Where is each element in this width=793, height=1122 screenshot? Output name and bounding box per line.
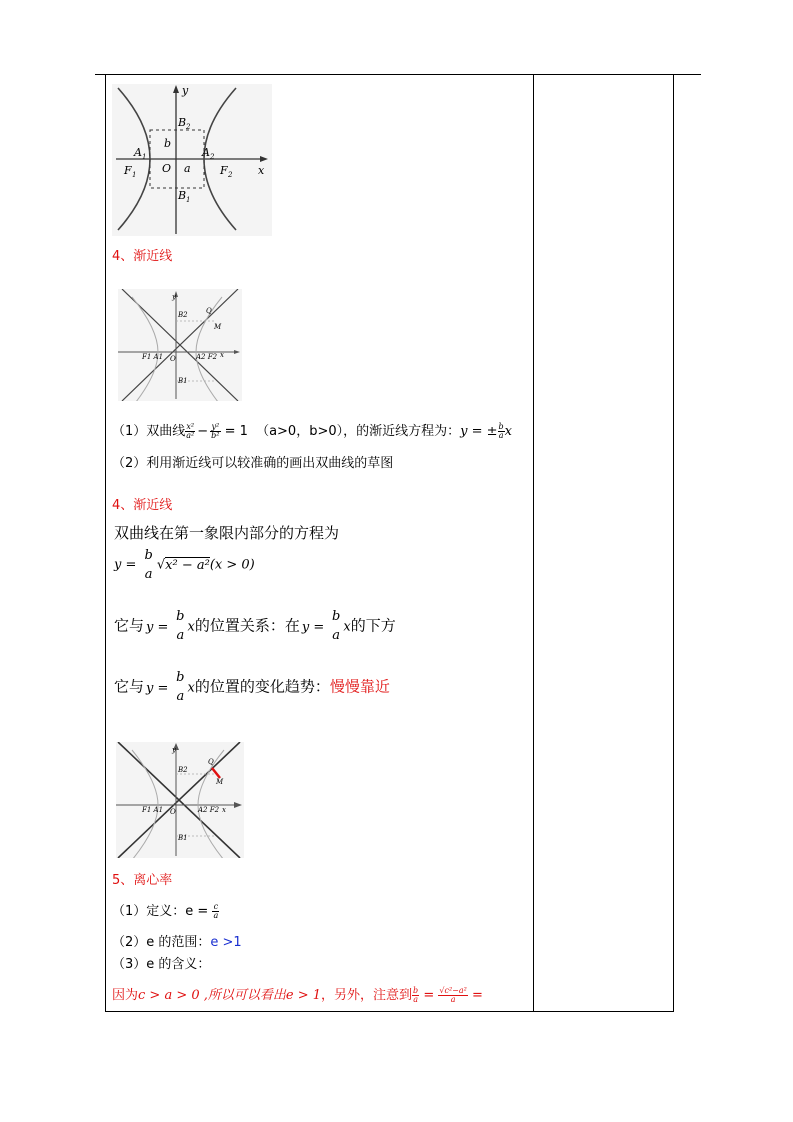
fig2-F1A1-label: F1 A1 — [142, 353, 164, 361]
fig3-A2F2-label: A2 F2 — [198, 806, 220, 814]
fig2-B2-label: B2 — [178, 311, 188, 319]
fig2-y-label: y — [172, 293, 176, 301]
item-2-sketch-note: （2）利用渐近线可以较准确的画出双曲线的草图 — [112, 456, 394, 471]
item-1-asymptote-equation — [112, 420, 512, 440]
ecc-range-prefix: （2）e 的范围： — [112, 935, 211, 950]
fig3-F1A1-label: F1 A1 — [142, 806, 164, 814]
rel-end: 的下方 — [350, 616, 396, 635]
rel-y-2: y = — [301, 619, 325, 635]
item1-frac-b-a: $\frac{b}{a}$ — [498, 422, 504, 440]
fig1-B2-sub: 2 — [186, 123, 191, 131]
fig1-y-label: y — [182, 84, 189, 97]
last-frac-sqrt: $\frac{\text{√c²−a²}}{a}$ — [439, 986, 467, 1004]
fig2-M-label: M — [214, 323, 222, 331]
fig2-O-label: O — [170, 355, 176, 363]
item1-prefix: （1）双曲线 — [112, 424, 186, 439]
fig3-Q-label: Q — [208, 758, 214, 766]
top-rule — [95, 74, 701, 75]
eq-y: y = — [114, 557, 137, 573]
fig1-B1-label: B — [178, 189, 187, 202]
fig3-y-label: y — [172, 746, 176, 754]
item1-x: x — [504, 424, 512, 439]
section-heading-asymptote-1: 4、渐近线 — [112, 249, 173, 264]
fig3-x-label: x — [222, 806, 226, 814]
fig2-B1-label: B1 — [178, 377, 188, 385]
fig1-B2-label: B — [178, 116, 187, 129]
ecc-range — [112, 931, 242, 950]
trend-value: 慢慢靠近 — [329, 677, 390, 696]
fig3-M-label: M — [216, 778, 224, 786]
item1-minus: − — [197, 424, 209, 439]
item1-conditions: （a>0，b>0），的渐近线方程为： — [256, 424, 461, 439]
item1-y-pm: y = ± — [460, 424, 498, 439]
fig1-B1-sub: 1 — [186, 196, 191, 204]
ecc-meaning: （3）e 的含义： — [112, 957, 211, 972]
last-prefix: 因为 — [112, 988, 139, 1003]
fig1-A1-label: A — [134, 146, 142, 159]
position-relation-line — [114, 610, 396, 642]
fig1-b-label: b — [164, 137, 172, 150]
trend-frac-b-a: b a — [176, 670, 185, 704]
fig1-O-label: O — [162, 162, 172, 175]
hyperbola-asymptote-figure-3 — [116, 742, 244, 858]
ecc-range-value: e >1 — [210, 935, 242, 950]
fig1-A1-sub: 1 — [142, 153, 147, 161]
first-quadrant-text: 双曲线在第一象限内部分的方程为 — [114, 524, 340, 542]
trend-prefix: 它与 — [114, 677, 145, 696]
fig3-O-label: O — [170, 808, 176, 816]
table-left-border — [105, 75, 106, 1011]
fig1-F2-sub: 2 — [228, 171, 233, 179]
last-end: = — [471, 988, 483, 1003]
table-right-border — [673, 75, 674, 1011]
ecc-definition — [112, 900, 219, 920]
item1-eq1: = 1 — [224, 424, 248, 439]
eq-sqrt-sign: √ — [156, 557, 166, 573]
fig1-a-label: a — [184, 162, 191, 175]
rel-y: y = — [146, 619, 169, 635]
trend-x: x — [187, 680, 195, 696]
section-heading-eccentricity: 5、离心率 — [112, 873, 173, 888]
fig2-A2F2-label: A2 F2 — [196, 353, 218, 361]
fig2-x-label: x — [220, 351, 224, 359]
fig3-B1-label: B1 — [178, 834, 188, 842]
table-bottom-border — [105, 1011, 674, 1012]
eq-frac-b-a: b a — [144, 548, 153, 582]
item1-frac-y2-b2: $\frac{\text{y²}}{\text{b²}}$ — [211, 422, 220, 440]
fig2-Q-label: Q — [206, 307, 212, 315]
eq-condition: (x > 0) — [209, 557, 255, 573]
ecc-frac-c-a: $\frac{c}{a}$ — [213, 902, 219, 920]
first-quadrant-equation — [114, 549, 255, 581]
fig1-F1-label: F — [124, 164, 132, 177]
table-col-divider — [533, 75, 534, 1011]
fig1-F2-label: F — [220, 164, 228, 177]
trend-middle: 的位置的变化趋势： — [194, 677, 330, 696]
fig1-F1-sub: 1 — [132, 171, 137, 179]
ecc-explanation — [112, 984, 483, 1004]
item1-frac-x2-a2: $\frac{\text{x²}}{\text{a²}}$ — [186, 422, 195, 440]
rel-middle: 的位置关系：在 — [194, 616, 300, 635]
last-e: e > 1 — [285, 988, 322, 1003]
last-middle: ，另外，注意到 — [321, 988, 413, 1003]
rel-x-2: x — [343, 619, 351, 635]
fig1-x-label: x — [258, 164, 265, 177]
fig3-B2-label: B2 — [178, 766, 188, 774]
fig1-A2-label: A — [202, 146, 210, 159]
rel-x: x — [187, 619, 195, 635]
trend-y: y = — [146, 680, 169, 696]
ecc-def-prefix: （1）定义：e = — [112, 904, 209, 919]
hyperbola-figure-1 — [112, 84, 272, 236]
section-heading-asymptote-2: 4、渐近线 — [112, 498, 173, 513]
rel-frac-b-a: b a — [176, 609, 185, 643]
hyperbola-asymptote-figure-2 — [118, 289, 242, 401]
rel-frac-b-a-2: b a — [332, 609, 341, 643]
fig1-A2-sub: 2 — [210, 153, 215, 161]
eq-radicand: x² − a² — [165, 557, 210, 573]
last-inequality: c > a > 0 ,所以可以看出 — [138, 988, 286, 1003]
last-eq: = — [423, 988, 435, 1003]
trend-line — [114, 671, 390, 703]
last-frac-b-a: $\frac{b}{a}$ — [413, 986, 419, 1004]
rel-prefix: 它与 — [114, 616, 145, 635]
